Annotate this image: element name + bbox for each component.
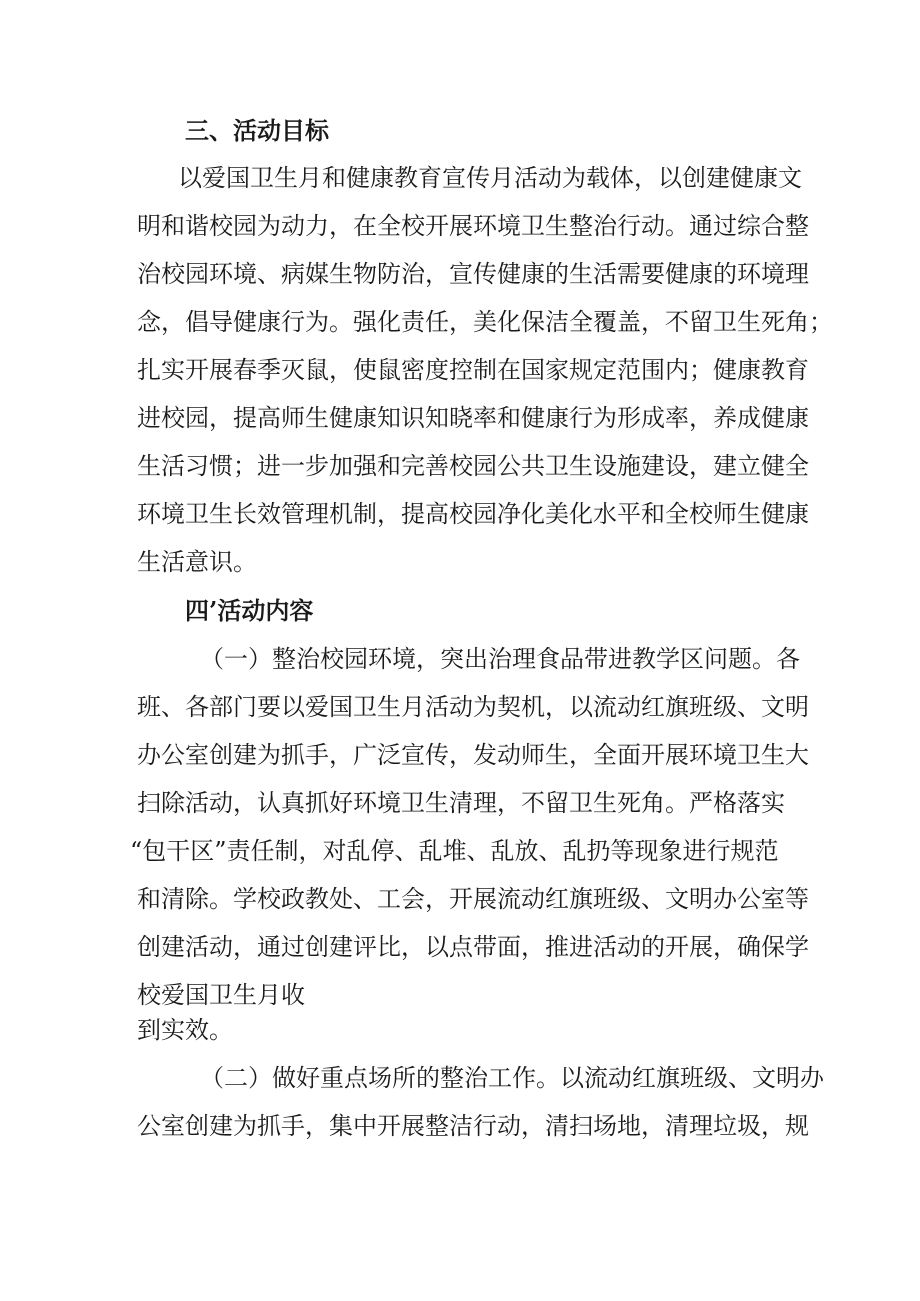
paragraph-line: “包干区”责任制，对乱停、乱堆、乱放、乱扔等现象进行规范 xyxy=(130,837,779,865)
paragraph-line: 以爱国卫生月和健康教育宣传月活动为载体，以创建健康文 xyxy=(178,164,802,192)
paragraph-line: 创建活动，通过创建评比，以点带面，推进活动的开展，确保学 xyxy=(137,933,809,961)
paragraph-line: 治校园环境、病媒生物防治，宣传健康的生活需要健康的环境理 xyxy=(137,260,809,288)
paragraph-line: 公室创建为抓手，集中开展整洁行动，清扫场地，清理垃圾，规 xyxy=(137,1112,809,1140)
paragraph-line: 生活习惯；进一步加强和完善校园公共卫生设施建设，建立健全 xyxy=(137,452,809,480)
paragraph-line: 念，倡导健康行为。强化责任，美化保洁全覆盖，不留卫生死角； xyxy=(137,308,833,336)
paragraph-line: 办公室创建为抓手，广泛宣传，发动师生，全面开展环境卫生大 xyxy=(137,741,809,769)
paragraph-line: 明和谐校园为动力，在全校开展环境卫生整治行动。通过综合整 xyxy=(137,212,809,240)
paragraph-line: 班、各部门要以爱国卫生月活动为契机，以流动红旗班级、文明 xyxy=(137,693,809,721)
paragraph-line: 环境卫生长效管理机制，提高校园净化美化水平和全校师生健康 xyxy=(137,500,809,528)
section-heading-goals: 三、活动目标 xyxy=(185,116,329,145)
paragraph-line: 到实效。 xyxy=(137,1016,233,1044)
paragraph-line: 扎实开展春季灭鼠，使鼠密度控制在国家规定范围内；健康教育 xyxy=(137,356,809,384)
section-heading-content: 四’活动内容 xyxy=(185,596,314,625)
paragraph-line: 扫除活动，认真抓好环境卫生清理，不留卫生死角。严格落实 xyxy=(137,789,785,817)
paragraph-line: 生活意识。 xyxy=(137,548,257,576)
paragraph-line: 校爱国卫生月收 xyxy=(137,981,305,1009)
paragraph-line: （一）整治校园环境，突出治理食品带进教学区问题。各 xyxy=(200,645,800,673)
paragraph-line: （二）做好重点场所的整治工作。以流动红旗班级、文明办 xyxy=(200,1064,824,1092)
paragraph-line: 和清除。学校政教处、工会，开展流动红旗班级、文明办公室等 xyxy=(137,885,809,913)
paragraph-line: 进校园，提高师生健康知识知晓率和健康行为形成率，养成健康 xyxy=(137,404,809,432)
